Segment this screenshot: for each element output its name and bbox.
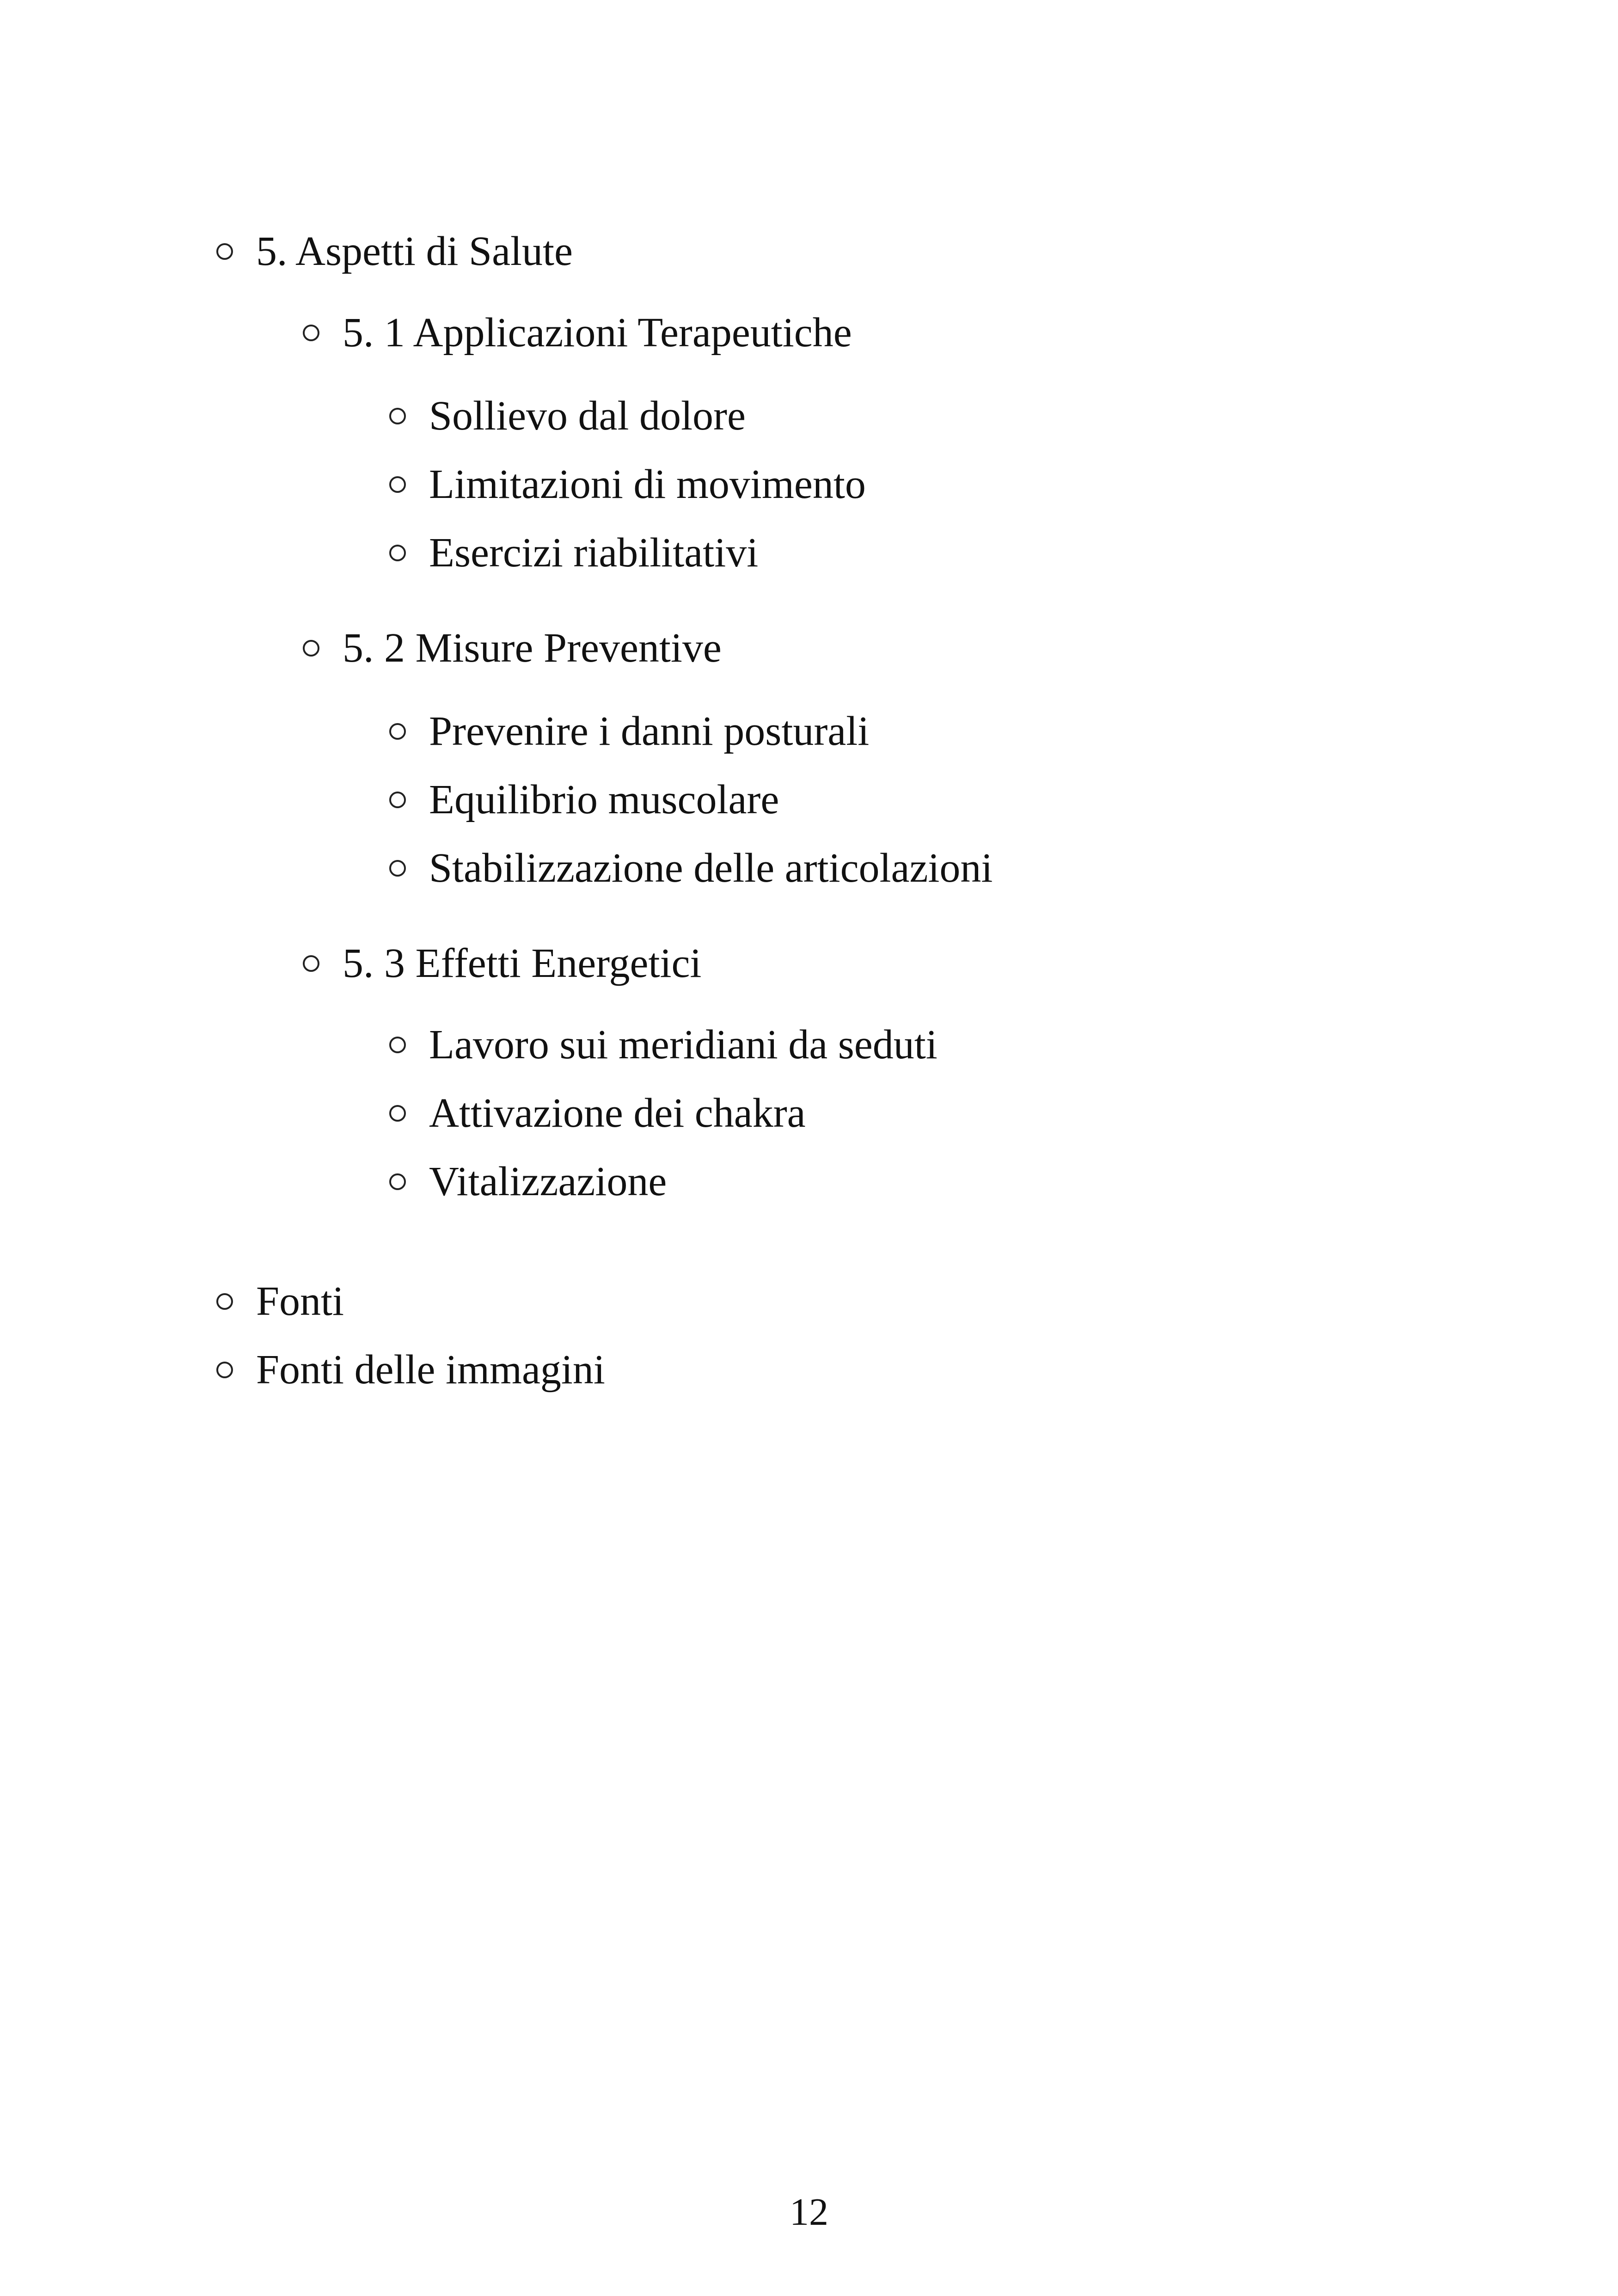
hollow-circle-bullet-icon	[389, 1037, 406, 1053]
hollow-circle-bullet-icon	[216, 1362, 233, 1378]
toc-entry-section-5-3	[303, 938, 701, 989]
toc-entry-label: Fonti	[256, 1278, 344, 1324]
hollow-circle-bullet-icon	[389, 408, 406, 424]
toc-entry-label: Sollievo dal dolore	[429, 393, 746, 439]
hollow-circle-bullet-icon	[389, 723, 406, 740]
toc-entry-label: Attivazione dei chakra	[429, 1090, 806, 1136]
toc-entry-item	[389, 1019, 938, 1070]
hollow-circle-bullet-icon	[389, 792, 406, 808]
toc-entry-label: Stabilizzazione delle articolazioni	[429, 845, 993, 891]
toc-entry-section-5	[216, 226, 573, 277]
toc-entry-item	[389, 706, 869, 757]
toc-entry-section-5-1	[303, 307, 852, 358]
toc-entry-label: 5. 1 Applicazioni Terapeutiche	[343, 310, 852, 356]
toc-entry-label: Lavoro sui meridiani da seduti	[429, 1022, 938, 1068]
toc-entry-label: 5. 3 Effetti Energetici	[343, 940, 702, 986]
toc-entry-item	[389, 1156, 667, 1207]
toc-entry-item	[389, 843, 993, 894]
hollow-circle-bullet-icon	[216, 243, 233, 260]
hollow-circle-bullet-icon	[216, 1293, 233, 1310]
toc-entry-label: Vitalizzazione	[429, 1159, 667, 1204]
hollow-circle-bullet-icon	[303, 640, 319, 657]
hollow-circle-bullet-icon	[389, 1173, 406, 1190]
hollow-circle-bullet-icon	[303, 955, 319, 972]
hollow-circle-bullet-icon	[303, 325, 319, 341]
toc-entry-fonti	[216, 1276, 344, 1327]
toc-entry-item	[389, 528, 758, 578]
toc-entry-fonti-immagini	[216, 1344, 605, 1395]
toc-entry-label: Fonti delle immagini	[256, 1347, 605, 1393]
toc-entry-item	[389, 774, 779, 825]
toc-entry-item	[389, 391, 746, 442]
hollow-circle-bullet-icon	[389, 545, 406, 561]
hollow-circle-bullet-icon	[389, 476, 406, 493]
toc-entry-label: Prevenire i danni posturali	[429, 708, 870, 754]
toc-entry-item	[389, 459, 866, 510]
toc-entry-label: 5. 2 Misure Preventive	[343, 625, 722, 671]
toc-entry-item	[389, 1088, 806, 1139]
hollow-circle-bullet-icon	[389, 1105, 406, 1122]
toc-entry-label: Equilibrio muscolare	[429, 777, 779, 823]
toc-entry-label: 5. Aspetti di Salute	[256, 228, 573, 274]
toc-entry-label: Limitazioni di movimento	[429, 461, 866, 507]
toc-entry-section-5-2	[303, 623, 722, 674]
page-number: 12	[790, 2191, 828, 2234]
toc-entry-label: Esercizi riabilitativi	[429, 530, 759, 576]
hollow-circle-bullet-icon	[389, 860, 406, 877]
